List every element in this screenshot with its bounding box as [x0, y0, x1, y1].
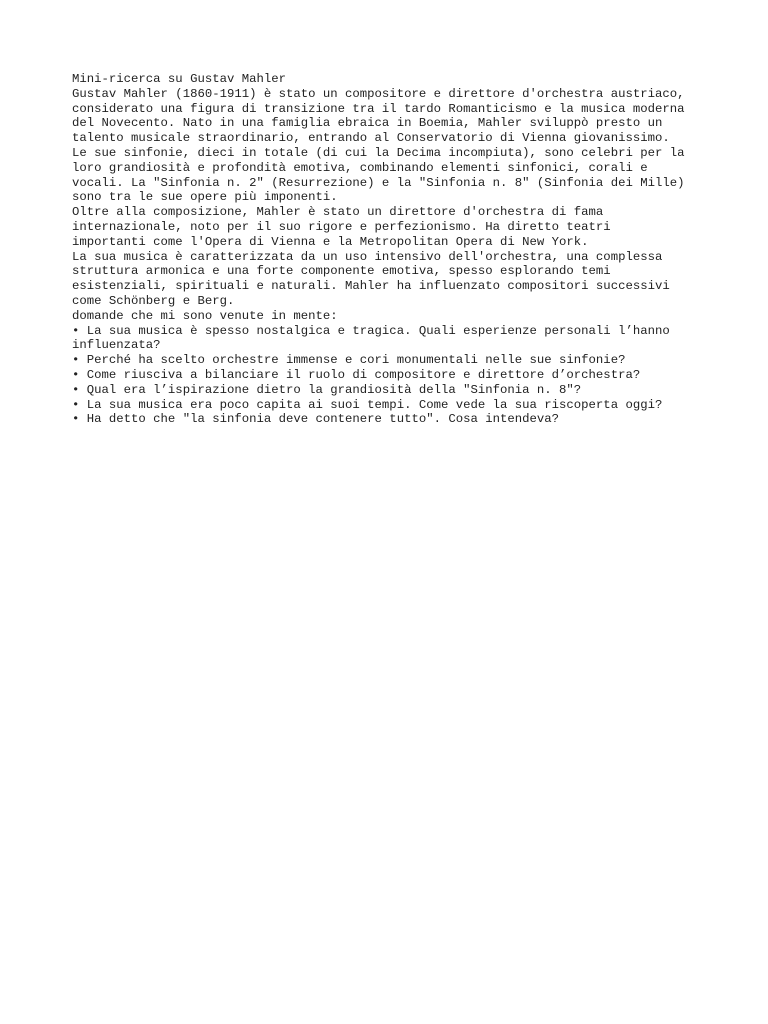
- questions-heading: domande che mi sono venute in mente:: [72, 308, 338, 323]
- paragraph-line: struttura armonica e una forte componente emotiva, spesso esplorando temi: [72, 264, 611, 279]
- question-item: [72, 368, 712, 383]
- paragraph-line: sono tra le sue opere più imponenti.: [72, 190, 338, 205]
- question-item: [72, 398, 712, 413]
- paragraph-style: [72, 250, 712, 309]
- paragraph-line: importanti come l'Opera di Vienna e la Metropolitan Opera di New York.: [72, 234, 589, 249]
- paragraph-line: come Schönberg e Berg.: [72, 293, 235, 308]
- paragraph-line: considerato una figura di transizione tra il tardo Romanticismo e la musica moderna: [72, 101, 685, 116]
- document-page: [72, 72, 712, 427]
- question-line: • Come riusciva a bilanciare il ruolo di compositore e direttore d’orchestra?: [72, 367, 641, 382]
- question-line: influenzata?: [72, 338, 161, 353]
- question-line: • Qual era l’ispirazione dietro la grandiosità della "Sinfonia n. 8"?: [72, 382, 582, 397]
- question-item: [72, 383, 712, 398]
- paragraph-line: Le sue sinfonie, dieci in totale (di cui la Decima incompiuta), sono celebri per la: [72, 145, 685, 160]
- questions-list: [72, 324, 712, 428]
- paragraph-line: internazionale, noto per il suo rigore e perfezionismo. Ha diretto teatri: [72, 219, 611, 234]
- paragraph-biography: [72, 87, 712, 205]
- paragraph-conductor: [72, 205, 712, 249]
- paragraph-line: Gustav Mahler (1860-1911) è stato un compositore e direttore d'orchestra austriaco,: [72, 86, 685, 101]
- question-item: [72, 412, 712, 427]
- question-item: [72, 353, 712, 368]
- paragraph-line: esistenziali, spirituali e naturali. Mahler ha influenzato compositori successivi: [72, 279, 670, 294]
- paragraph-line: La sua musica è caratterizzata da un uso intensivo dell'orchestra, una complessa: [72, 249, 663, 264]
- question-line: • La sua musica è spesso nostalgica e tragica. Quali esperienze personali l’hanno: [72, 323, 670, 338]
- question-line: • Ha detto che "la sinfonia deve contenere tutto". Cosa intendeva?: [72, 412, 560, 427]
- paragraph-line: loro grandiosità e profondità emotiva, combinando elementi sinfonici, corali e: [72, 160, 648, 175]
- paragraph-line: del Novecento. Nato in una famiglia ebraica in Boemia, Mahler sviluppò presto un: [72, 116, 663, 131]
- document-title: Mini-ricerca su Gustav Mahler: [72, 72, 287, 86]
- paragraph-line: Oltre alla composizione, Mahler è stato un direttore d'orchestra di fama: [72, 205, 604, 220]
- paragraph-line: vocali. La "Sinfonia n. 2" (Resurrezione) e la "Sinfonia n. 8" (Sinfonia dei Mille): [72, 175, 685, 190]
- question-line: • La sua musica era poco capita ai suoi tempi. Come vede la sua riscoperta oggi?: [72, 397, 663, 412]
- paragraph-line: talento musicale straordinario, entrando al Conservatorio di Vienna giovanissimo.: [72, 131, 670, 146]
- question-item: [72, 324, 712, 354]
- question-line: • Perché ha scelto orchestre immense e cori monumentali nelle sue sinfonie?: [72, 353, 626, 368]
